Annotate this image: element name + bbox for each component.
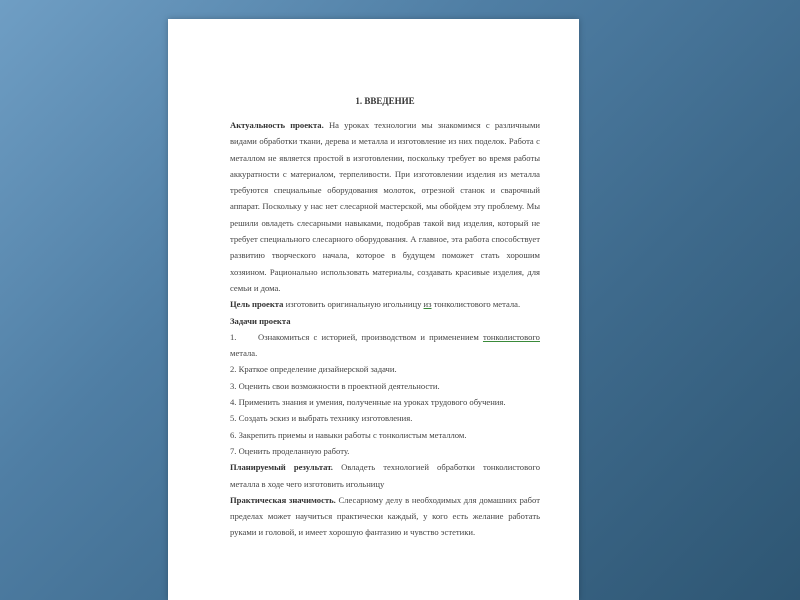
- significance-label: Практическая значимость.: [230, 494, 336, 505]
- task-1-underlined: тонколистового: [482, 331, 540, 342]
- task-item-1: [230, 329, 540, 362]
- relevance-label: Актуальность проекта.: [230, 120, 324, 130]
- task-item-5: 5. Создать эскиз и выбрать технику изготовления.: [230, 413, 413, 424]
- task-1-text: Ознакомиться с историей, производством и применением: [258, 331, 479, 342]
- document-page: [168, 19, 579, 600]
- significance-text: Слесарному делу в необходимых для домашних работ пределах может научиться практически каждый, у кого есть желание работать руками и головой, и имеет хорошую фантазию и чувство эстетики.: [230, 494, 540, 538]
- goal-text-before: изготовить оригинальную игольницу: [285, 299, 422, 310]
- goal-text-after: тонколистового метала.: [433, 299, 521, 310]
- page-title: 1. ВВЕДЕНИЕ: [355, 96, 415, 106]
- goal-paragraph: [230, 296, 540, 312]
- result-label: Планируемый результат.: [230, 462, 333, 473]
- goal-label: Цель проекта: [230, 299, 284, 310]
- document-body: [230, 117, 540, 541]
- task-item-4: 4. Применить знания и умения, полученные на уроках трудового обучения.: [230, 397, 506, 408]
- task-item-6: 6. Закрепить приемы и навыки работы с тонколистым металлом.: [230, 429, 467, 440]
- relevance-text: На уроках технологии мы знакомимся с различными видами обработки ткани, дерева и металла и изготовление из них поделок. Работа с металлом не является простой в изготовлении, поскольку требует во время работы аккуратности с материалом, терпеливости. При изготовлении изделия из металла требуются специальные оборудования молоток, отрезной станок и сварочный аппарат. Поскольку у нас нет слесарной мастерской, мы обойдем эту проблему. Мы решили овладеть слесарными навыками, подобрав такой вид изделия, который не требует специального слесарного оборудования. А главное, эта работа способствует развитию творческого начала, которое в будущем поможет стать хорошим хозяином. Рационально использовать материалы, создавать красивые изделия, для семьи и дома.: [230, 120, 540, 293]
- task-item-2: 2. Краткое определение дизайнерской задачи.: [230, 364, 397, 375]
- task-item-3: 3. Оценить свои возможности в проектной деятельности.: [230, 380, 440, 391]
- tasks-heading: Задачи проекта: [230, 315, 291, 326]
- task-1-number: 1.: [230, 331, 237, 342]
- result-paragraph: [230, 459, 540, 492]
- result-text: Овладеть технологией обработки тонколистового металла в ходе чего изготовить игольницу: [230, 462, 541, 489]
- relevance-paragraph: [230, 117, 540, 296]
- goal-underlined: из: [423, 299, 432, 310]
- task-1-text-after: метала.: [230, 348, 258, 359]
- significance-paragraph: [230, 492, 540, 541]
- task-item-7: 7. Оценить проделанную работу.: [230, 445, 350, 456]
